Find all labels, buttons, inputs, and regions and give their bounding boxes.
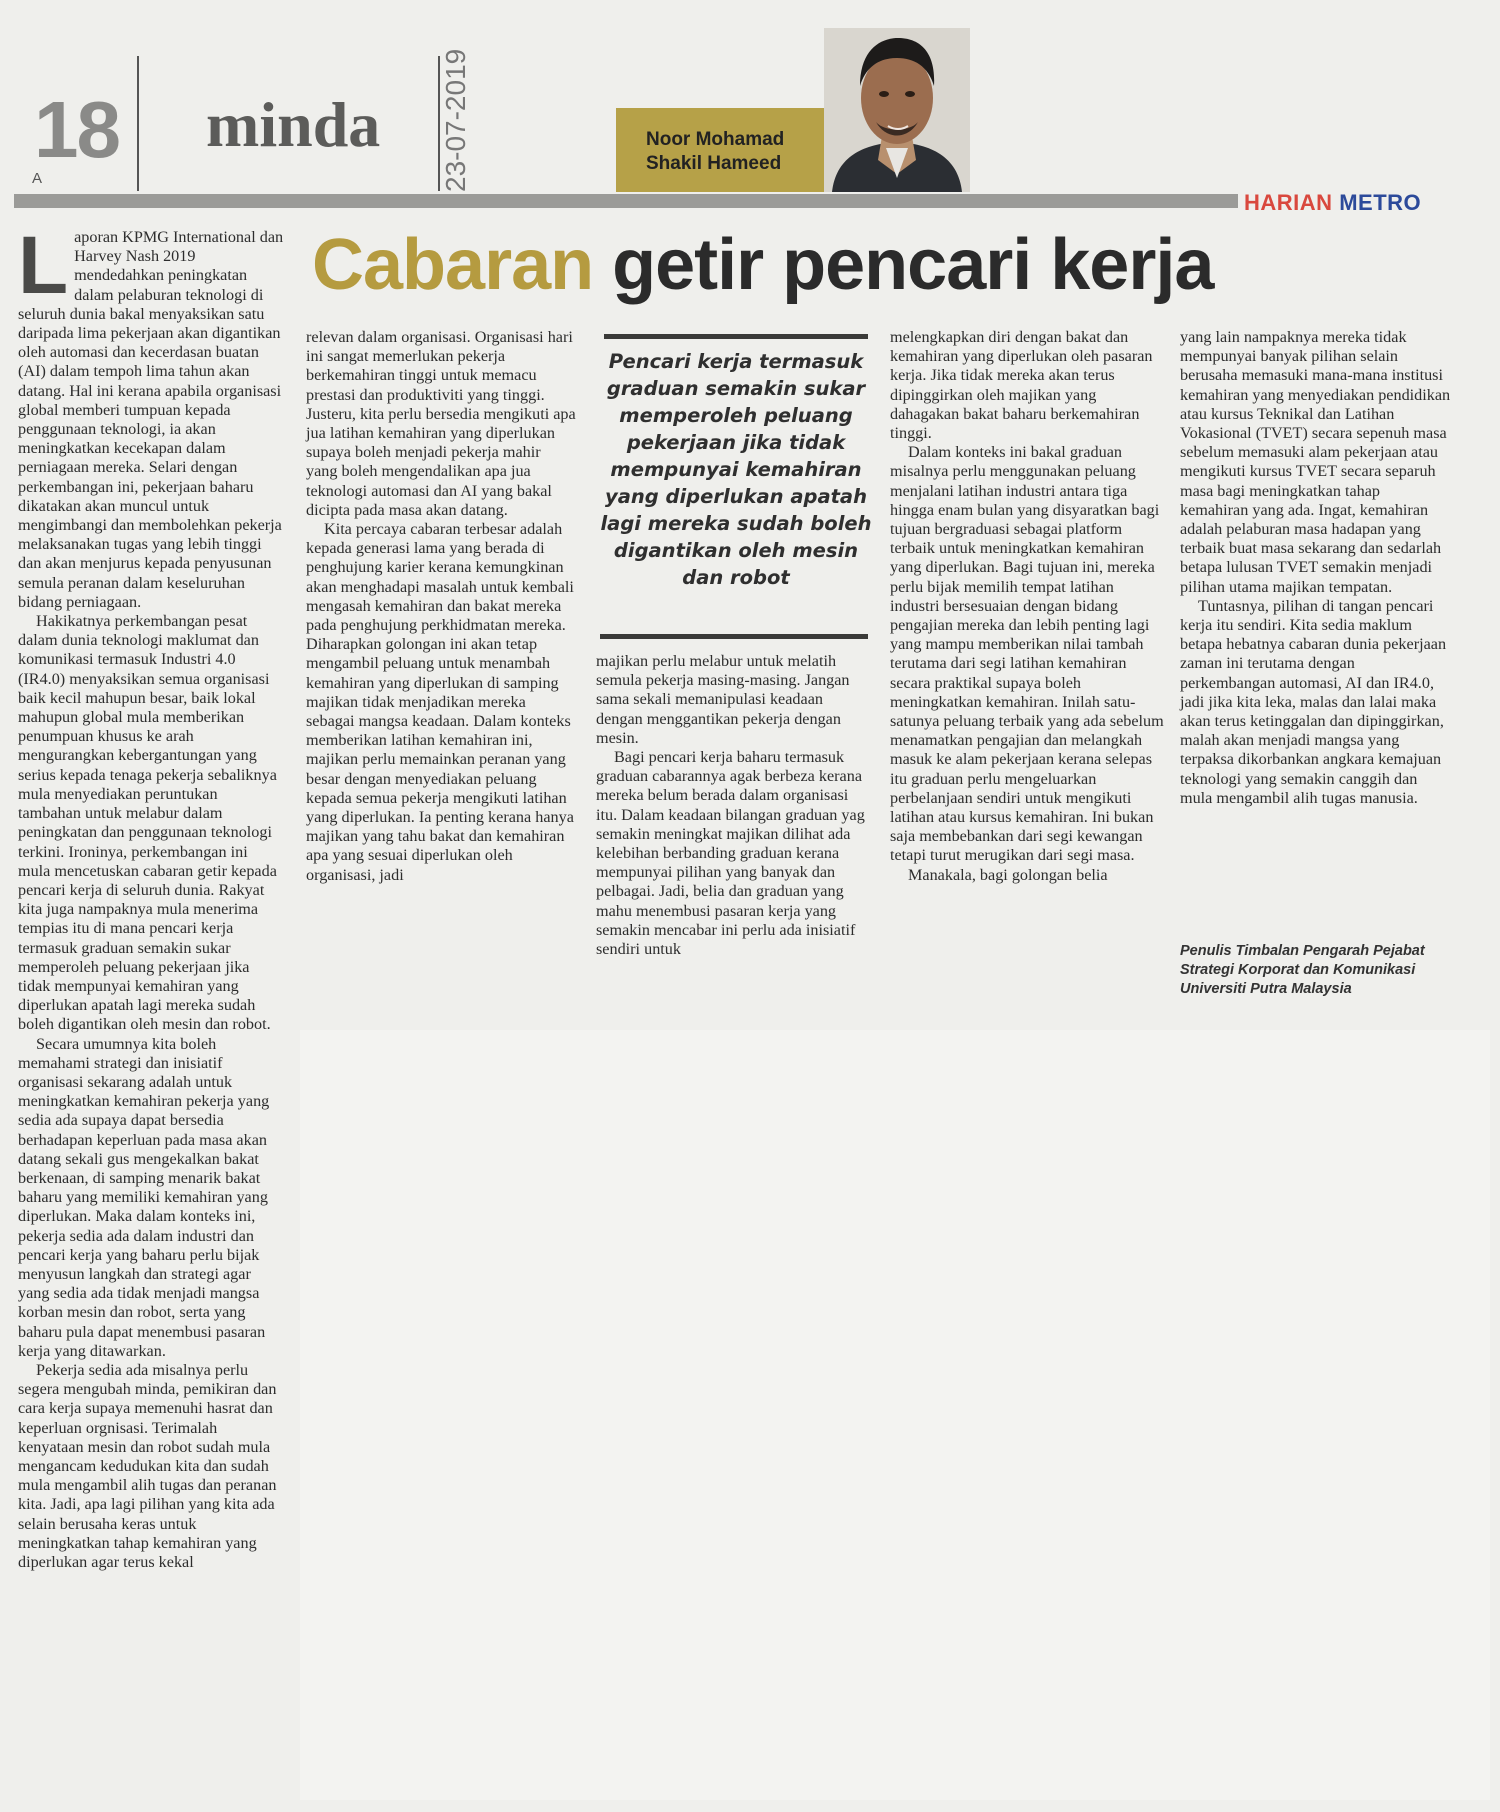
logo-metro: METRO — [1339, 190, 1422, 215]
article-column-5 — [1180, 328, 1452, 808]
drop-cap: L — [18, 220, 69, 311]
author-photo — [824, 28, 970, 192]
pull-quote: Pencari kerja termasuk graduan semakin sukar memperoleh peluang pekerjaan jika tidak mempunyai kemahiran yang diperlukan apatah lagi mereka sudah boleh digantikan oleh mesin dan robot — [600, 350, 872, 589]
author-name-line2: Shakil Hameed — [646, 153, 782, 174]
paragraph: Tuntasnya, pilihan di tangan pencari kerja itu sendiri. Kita sedia maklum betapa hebatnya cabaran dunia pekerjaan zaman ini terutama dengan perkembangan automasi, AI dan IR4.0, jadi jika kita leka, malas dan lalai maka akan terus ketinggalan dan dipinggirkan, malah akan menjadi mangsa yang terpaksa dikorbankan angkara kemajuan teknologi yang semakin canggih dan mula mengambil alih tugas manusia. — [1180, 596, 1447, 807]
paragraph: melengkapkan diri dengan bakat dan kemahiran yang diperlukan oleh pasaran kerja. Jika tidak mereka akan terus dipinggirkan oleh majikan yang dahagakan bakat baharu berkemahiran tinggi. — [890, 328, 1153, 443]
blank-area — [300, 1030, 1490, 1800]
divider — [137, 56, 139, 191]
paragraph: majikan perlu melabur untuk melatih semula pekerja masing-masing. Jangan sama sekali memanipulasi keadaan dengan menggantikan pekerja dengan mesin. — [596, 652, 850, 747]
paragraph: Bagi pencari kerja baharu termasuk graduan cabarannya agak berbeza kerana mereka belum berada dalam organisasi itu. Dalam keadaan bilangan graduan yag semakin meningkat majikan dilihat ada kelebihan berbanding graduan kerana mempunyai pilihan yang banyak dan pelbagai. Jadi, belia dan graduan yang mahu menembusi pasaran kerja yang semakin mencabar ini perlu ada inisiatif sendiri untuk — [596, 748, 865, 959]
pull-quote-rule-bottom — [600, 634, 868, 639]
page-number: 18 — [34, 85, 119, 174]
author-name-line1: Noor Mohamad — [646, 129, 785, 150]
section-title: minda — [206, 89, 381, 160]
publication-logo — [1244, 190, 1421, 216]
paragraph: Manakala, bagi golongan belia — [908, 865, 1108, 884]
header-rule — [14, 194, 1238, 208]
article-column-1 — [18, 220, 284, 1572]
paragraph: Pekerja sedia ada misalnya perlu segera mengubah minda, pemikiran dan cara kerja supaya memenuhi hasrat dan keperluan orgnisasi. Terimalah kenyataan mesin dan robot sudah mula mengancam kedudukan kita dan sudah mula mengambil alih tugas dan peranan kita. Jadi, apa lagi pilihan yang kita ada selain berusaha keras untuk meningkatkan tahap kemahiran yang diperlukan agar terus kekal — [18, 1360, 277, 1572]
article-column-3 — [596, 652, 868, 959]
paragraph: relevan dalam organisasi. Organisasi hari ini sangat memerlukan pekerja berkemahiran tinggi untuk memacu prestasi dan produktiviti yang tinggi. Justeru, kita perlu bersedia mengikuti apa jua latihan kemahiran yang diperlukan supaya boleh menjadi pekerja mahir yang boleh mengendalikan apa jua teknologi automasi dan AI yang bakal dicipta pada masa akan datang. — [306, 328, 576, 519]
article-column-4 — [890, 328, 1164, 885]
headline — [312, 224, 1213, 306]
logo-harian: HARIAN — [1244, 190, 1333, 215]
paragraph: Secara umumnya kita boleh memahami strategi dan inisiatif organisasi sekarang adalah untuk meningkatkan kemahiran pekerja yang sedia ada supaya dapat bersedia berhadapan keperluan pada masa akan datang sekali gus mengekalkan bakat berkenaan, di samping menarik bakat baharu yang memiliki kemahiran yang diperlukan. Maka dalam konteks ini, pekerja sedia ada dalam industri dan pencari kerja yang baharu perlu bijak menyusun langkah dan strategi agar yang sedia ada tidak menjadi mangsa korban mesin dan robot, serta yang baharu pula dapat menembusi pasaran kerja yang ditawarkan. — [18, 1034, 270, 1360]
article-column-2 — [306, 328, 576, 885]
paragraph: yang lain nampaknya mereka tidak mempunyai banyak pilihan selain berusaha memasuki mana-mana institusi kemahiran yang menyediakan pendidikan atau kursus Teknikal dan Latihan Vokasional (TVET) secara sepenuh masa sebelum memasuki alam pekerjaan atau mengikuti kursus TVET secara separuh masa bagi meningkatkan tahap kemahiran yang ada. Ingat, kemahiran adalah pelaburan masa hadapan yang terbaik buat masa sekarang dan sedarlah betapa lulusan TVET semakin menjadi pilihan utama majikan tempatan. — [1180, 328, 1451, 596]
paragraph: Hakikatnya perkembangan pesat dalam dunia teknologi maklumat dan komunikasi termasuk Industri 4.0 (IR4.0) menyaksikan semua organisasi baik kecil mahupun besar, baik lokal mahupun global mula memberikan penumpuan khusus ke arah mengurangkan kebergantungan yang serius kepada tenaga pekerja sebaliknya mula menyediakan peruntukan tambahan untuk melabur dalam peningkatan dan penggunaan teknologi terkini. Ironinya, perkembangan ini mula mencetuskan cabaran getir kepada pencari kerja di seluruh dunia. Rakyat kita juga nampaknya mula menerima tempias itu di mana pencari kerja termasuk graduan semakin sukar memperoleh peluang pekerjaan jika tidak mempunyai kemahiran yang diperlukan apatah lagi mereka sudah boleh digantikan oleh mesin dan robot. — [18, 612, 277, 1034]
headline-accent: Cabaran — [312, 225, 594, 305]
page-edition: A — [32, 170, 43, 187]
paragraph: Dalam konteks ini bakal graduan misalnya perlu menggunakan peluang menjalani latihan industri antara tiga hingga enam bulan yang disyaratkan bagi tujuan bergraduasi sebagai platform terbaik untuk meningkatkan kemahiran yang diperlukan. Bagi tujuan ini, mereka perlu bijak memilih tempat latihan industri bersesuaian dengan bidang pengajian mereka dan lebih penting lagi yang mampu memberikan nilai tambah terutama dari segi latihan kemahiran secara praktikal supaya boleh meningkatkan kemahiran. Inilah satu-satunya peluang terbaik yang ada sebelum menamatkan pengajian dan melangkah masuk ke alam pekerjaan kerana selepas itu graduan perlu mengeluarkan perbelanjaan sendiri untuk mengikuti latihan atau kursus kemahiran. Ini bukan saja membebankan dari segi kewangan tetapi turut merugikan dari segi masa. — [890, 443, 1164, 865]
pull-quote-rule-top — [604, 334, 868, 339]
author-name — [646, 128, 784, 176]
issue-date: 23-07-2019 — [440, 48, 471, 192]
paragraph: aporan KPMG International dan Harvey Nash 2019 mendedahkan peningkatan dalam pelaburan teknologi di seluruh dunia bakal menyaksikan satu daripada lima pekerjaan akan digantikan oleh automasi dan kecerdasan buatan (AI) dalam tempoh lima tahun akan datang. Hal ini kerana apabila organisasi global memberi tumpuan kepada penggunaan teknologi, ia akan meningkatkan kecekapan dalam perniagaan mereka. Selari dengan perkembangan ini, pekerjaan baharu dikatakan akan muncul untuk mengimbangi dan membolehkan pekerja melaksanakan tugas yang lebih tinggi dan akan menjurus kepada penyusunan semula peranan dalam keseluruhan bidang perniagaan. — [18, 228, 284, 611]
author-credit: Penulis Timbalan Pengarah Pejabat Strategi Korporat dan Komunikasi Universiti Putra Malaysia — [1180, 943, 1425, 997]
paragraph: Kita percaya cabaran terbesar adalah kepada generasi lama yang berada di penghujung karier kerana kemungkinan akan menghadapi masalah untuk kembali mengasah kemahiran dan bakat mereka pada penghujung perkhidmatan mereka. Diharapkan golongan ini akan tetap mengambil peluang untuk menambah kemahiran yang diperlukan di samping majikan tidak menjadikan mereka sebagai mangsa keadaan. Dalam konteks memberikan latihan kemahiran ini, majikan perlu memainkan peranan yang besar dengan menyediakan peluang kepada semua pekerja mengikuti latihan yang diperlukan. Ia penting kerana hanya majikan yang tahu bakat dan kemahiran apa yang sesuai diperlukan oleh organisasi, jadi — [306, 520, 574, 884]
headline-rest: getir pencari kerja — [593, 225, 1214, 305]
